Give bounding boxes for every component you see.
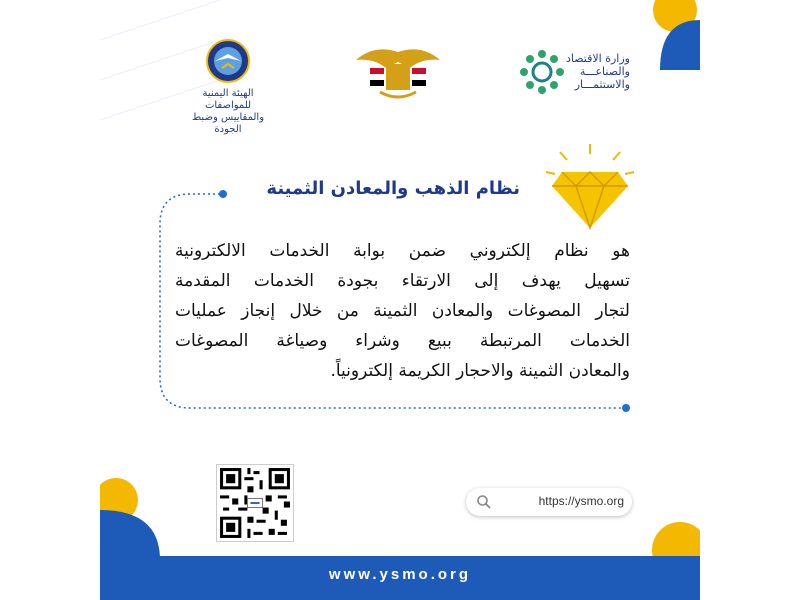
ministry-text-line2: والصناعـــة xyxy=(579,65,630,78)
corner-decoration-bottom-left xyxy=(100,470,170,560)
footer-website[interactable]: www.ysmo.org xyxy=(328,566,472,583)
footer-bar xyxy=(100,556,700,600)
page-title: نظام الذهب والمعادن الثمينة xyxy=(266,178,520,199)
ysmo-logo-icon xyxy=(205,38,251,84)
corner-decoration-top-right xyxy=(620,0,700,70)
description-line-1: هو نظام إلكتروني ضمن بوابة الخدمات الالكترونية xyxy=(175,241,630,261)
ministry-logo-icon xyxy=(518,48,566,96)
website-url-pill[interactable] xyxy=(466,488,632,516)
website-url[interactable]: https://ysmo.org xyxy=(538,494,624,508)
description-line-3: لتجار المصوغات والمعادن الثمينة من خلال إنجاز عمليات xyxy=(175,301,630,321)
search-icon xyxy=(476,494,492,510)
yemen-emblem-icon xyxy=(350,40,446,106)
qr-code[interactable] xyxy=(216,464,294,542)
description-line-4: الخدمات المرتبطة ببيع وشراء وصياغة المصوغات xyxy=(175,331,630,351)
description-line-5: والمعادن الثمينة والاحجار الكريمة إلكترونياً. xyxy=(330,361,630,381)
ministry-text-line3: والاستثمـــار xyxy=(574,78,630,91)
ysmo-logo xyxy=(178,38,278,136)
ministry-text-line1: وزارة الاقتصاد xyxy=(566,52,630,65)
description-text xyxy=(175,236,630,386)
ministry-logo-text xyxy=(566,52,630,91)
qr-code-pattern xyxy=(217,465,293,541)
description-line-2: تسهيل يهدف إلى الارتقاء بجودة الخدمات المقدمة xyxy=(175,271,630,291)
ysmo-logo-text-line1: الهيئة اليمنية للمواصفات xyxy=(202,88,254,111)
ysmo-logo-text-line2: والمقاييس وضبط الجودة xyxy=(191,112,265,135)
corner-decoration-bottom-right xyxy=(640,520,700,560)
